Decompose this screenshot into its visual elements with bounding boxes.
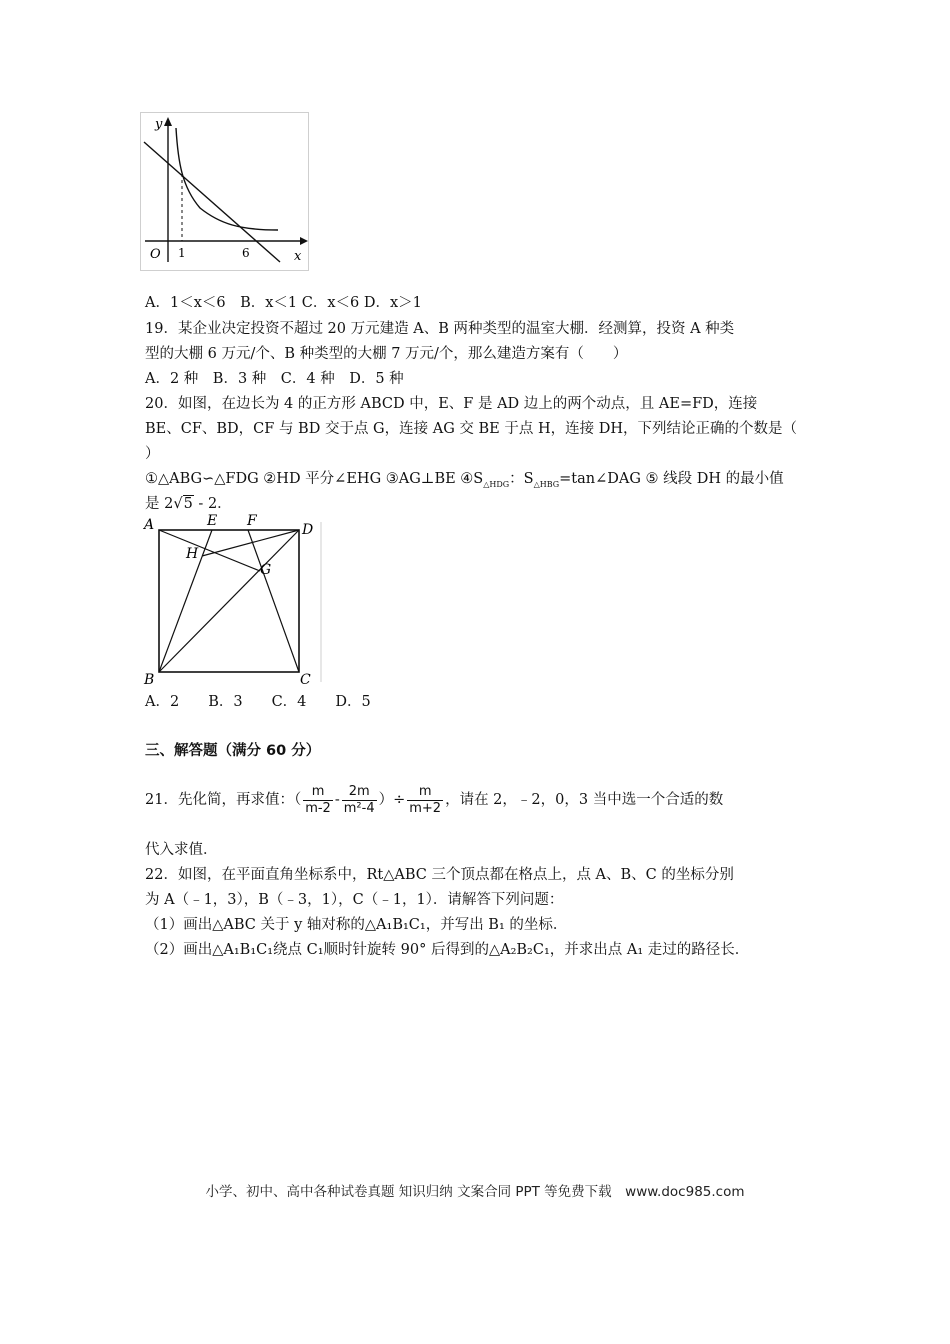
q19-line2: 型的大棚 6 万元/个、B 种类型的大棚 7 万元/个，那么建造方案有（ ） xyxy=(145,346,628,362)
q22-line1: 22．如图，在平面直角坐标系中，Rt△ABC 三个顶点都在格点上，点 A、B、C 的坐标分别 xyxy=(145,867,734,883)
q21-pre: 21．先化简，再求值：（ xyxy=(145,792,302,808)
label-d: D xyxy=(302,522,314,538)
fraction-1 xyxy=(303,784,333,817)
sqrt-radicand: 5 xyxy=(183,496,193,512)
segment-cf xyxy=(248,530,299,672)
label-a: A xyxy=(144,517,155,533)
fraction-2-denominator: m²-4 xyxy=(343,800,375,816)
fraction-3-denominator: m+2 xyxy=(409,800,442,816)
q21-line1 xyxy=(145,782,723,818)
section-3-title: 三、解答题（满分 60 分） xyxy=(145,743,321,759)
fraction-1-denominator: m-2 xyxy=(305,800,331,816)
q22-line2: 为 A（﹣1，3），B（﹣3，1），C（﹣1，1）．请解答下列问题： xyxy=(145,892,564,908)
fraction-2 xyxy=(342,784,377,817)
q22-line4: （2）画出△A₁B₁C₁绕点 C₁顺时针旋转 90° 后得到的△A₂B₂C₁，并求出点 A₁ 走过的路径长． xyxy=(145,942,750,958)
tick-label-6: 6 xyxy=(242,246,250,260)
q21-div: ）÷ xyxy=(378,792,406,808)
x-axis-label: x xyxy=(294,249,302,264)
segment-bd xyxy=(159,530,299,672)
q20-line1: 20．如图，在边长为 4 的正方形 ABCD 中，E、F 是 AD 边上的两个动点，且 AE=FD，连接 xyxy=(145,396,758,412)
q21-minus: - xyxy=(334,792,340,808)
q20-line5-pre: 是 2 xyxy=(145,496,174,512)
label-c: C xyxy=(300,672,311,688)
q19-line1: 19．某企业决定投资不超过 20 万元建造 A、B 两种类型的温室大棚．经测算，投资 A 种类 xyxy=(145,321,735,337)
square-figure xyxy=(142,512,322,688)
q20-conclusions-b: ：S xyxy=(509,471,534,487)
q20-options: A．2 B．3 C．4 D．5 xyxy=(145,694,371,710)
q20-conclusions-a: ①△ABG∽△FDG ②HD 平分∠EHG ③AG⊥BE ④S xyxy=(145,471,484,487)
x-axis-arrow xyxy=(300,237,308,245)
q20-sub-hbg: △HBG xyxy=(533,479,560,489)
q20-conclusions-c: =tan∠DAG ⑤ 线段 DH 的最小值 xyxy=(559,471,784,487)
q22-line3: （1）画出△ABC 关于 y 轴对称的△A₁B₁C₁，并写出 B₁ 的坐标． xyxy=(145,917,568,933)
segment-dh xyxy=(202,530,299,556)
q20-line5 xyxy=(145,494,232,514)
sqrt-sign: √ xyxy=(173,496,183,512)
label-e: E xyxy=(207,513,218,529)
q18-options: A．1＜x＜6 B．x＜1 C．x＜6 D．x＞1 xyxy=(145,295,422,311)
q21-post: ，请在 2，﹣2，0，3 当中选一个合适的数 xyxy=(445,792,724,808)
page-footer: 小学、初中、高中各种试卷真题 知识归纳 文案合同 PPT 等免费下载 www.doc985.com xyxy=(205,1184,745,1200)
q21-line2: 代入求值． xyxy=(145,842,218,858)
fraction-2-numerator: 2m xyxy=(342,784,377,801)
label-g: G xyxy=(260,562,272,578)
tick-label-1: 1 xyxy=(178,246,186,260)
label-b: B xyxy=(144,672,155,688)
fraction-3 xyxy=(407,784,443,817)
label-f: F xyxy=(247,513,257,529)
function-graph xyxy=(140,112,310,272)
q20-conclusions xyxy=(145,469,784,495)
q20-line2: BE、CF、BD，CF 与 BD 交于点 G，连接 AG 交 BE 于点 H，连接 DH，下列结论正确的个数是（ xyxy=(145,421,797,437)
fraction-3-numerator: m xyxy=(407,784,443,801)
q20-sub-hdg: △HDG xyxy=(483,479,510,489)
q20-line5-post: - 2． xyxy=(193,496,232,512)
y-axis-arrow xyxy=(164,117,172,126)
fraction-1-numerator: m xyxy=(303,784,333,801)
q19-options: A．2 种 B．3 种 C．4 种 D．5 种 xyxy=(145,371,404,387)
origin-label: O xyxy=(150,247,161,262)
y-axis-label: y xyxy=(155,117,163,132)
label-h: H xyxy=(186,546,199,562)
straight-line xyxy=(144,142,280,262)
q20-line3: ） xyxy=(145,446,160,462)
